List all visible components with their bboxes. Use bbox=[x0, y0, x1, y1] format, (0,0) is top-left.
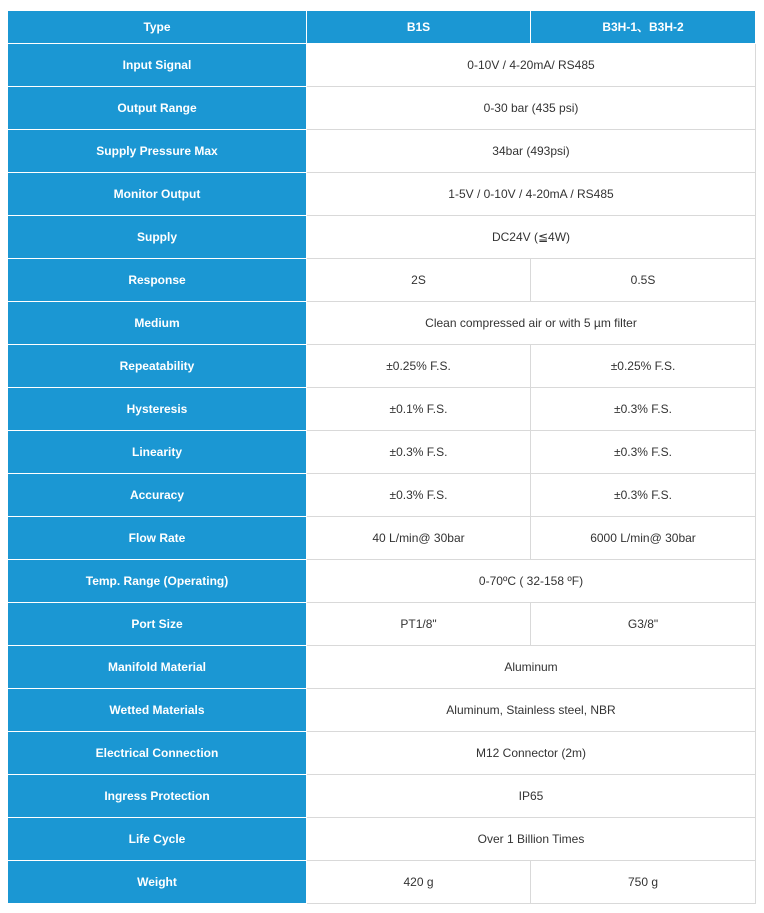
row-wetted-materials bbox=[8, 689, 756, 732]
row-linearity bbox=[8, 431, 756, 474]
row-value-b3h: ±0.25% F.S. bbox=[531, 345, 756, 388]
header-b3h: B3H-1、B3H-2 bbox=[531, 11, 756, 44]
row-label: Ingress Protection bbox=[8, 775, 307, 818]
row-label: Weight bbox=[8, 861, 307, 904]
row-label: Accuracy bbox=[8, 474, 307, 517]
row-label: Life Cycle bbox=[8, 818, 307, 861]
row-value: IP65 bbox=[307, 775, 756, 818]
row-value: Aluminum bbox=[307, 646, 756, 689]
row-value-b3h: G3/8" bbox=[531, 603, 756, 646]
row-value: 1-5V / 0-10V / 4-20mA / RS485 bbox=[307, 173, 756, 216]
row-label: Linearity bbox=[8, 431, 307, 474]
spec-table bbox=[7, 10, 756, 904]
row-value-b3h: ±0.3% F.S. bbox=[531, 388, 756, 431]
row-value-b3h: ±0.3% F.S. bbox=[531, 431, 756, 474]
row-supply-pressure-max bbox=[8, 130, 756, 173]
row-value-b1s: 40 L/min@ 30bar bbox=[307, 517, 531, 560]
row-value: Over 1 Billion Times bbox=[307, 818, 756, 861]
row-value-b1s: 2S bbox=[307, 259, 531, 302]
row-output-range bbox=[8, 87, 756, 130]
header-row bbox=[8, 11, 756, 44]
row-value: Aluminum, Stainless steel, NBR bbox=[307, 689, 756, 732]
row-label: Output Range bbox=[8, 87, 307, 130]
row-ingress-protection bbox=[8, 775, 756, 818]
row-hysteresis bbox=[8, 388, 756, 431]
row-supply bbox=[8, 216, 756, 259]
row-label: Port Size bbox=[8, 603, 307, 646]
row-value: 0-70ºC ( 32-158 ºF) bbox=[307, 560, 756, 603]
row-label: Repeatability bbox=[8, 345, 307, 388]
row-value: 34bar (493psi) bbox=[307, 130, 756, 173]
row-value: DC24V (≦4W) bbox=[307, 216, 756, 259]
row-value-b1s: 420 g bbox=[307, 861, 531, 904]
row-label: Flow Rate bbox=[8, 517, 307, 560]
header-type: Type bbox=[8, 11, 307, 44]
row-value: Clean compressed air or with 5 µm filter bbox=[307, 302, 756, 345]
row-value-b3h: 0.5S bbox=[531, 259, 756, 302]
row-label: Temp. Range (Operating) bbox=[8, 560, 307, 603]
row-manifold-material bbox=[8, 646, 756, 689]
row-value-b1s: ±0.3% F.S. bbox=[307, 431, 531, 474]
row-label: Medium bbox=[8, 302, 307, 345]
row-label: Hysteresis bbox=[8, 388, 307, 431]
row-repeatability bbox=[8, 345, 756, 388]
row-label: Electrical Connection bbox=[8, 732, 307, 775]
row-value: M12 Connector (2m) bbox=[307, 732, 756, 775]
row-label: Monitor Output bbox=[8, 173, 307, 216]
row-value-b1s: ±0.25% F.S. bbox=[307, 345, 531, 388]
row-value-b1s: PT1/8" bbox=[307, 603, 531, 646]
row-flow-rate bbox=[8, 517, 756, 560]
header-b1s: B1S bbox=[307, 11, 531, 44]
row-value-b3h: ±0.3% F.S. bbox=[531, 474, 756, 517]
row-label: Response bbox=[8, 259, 307, 302]
row-medium bbox=[8, 302, 756, 345]
row-life-cycle bbox=[8, 818, 756, 861]
row-monitor-output bbox=[8, 173, 756, 216]
row-label: Wetted Materials bbox=[8, 689, 307, 732]
row-value-b3h: 6000 L/min@ 30bar bbox=[531, 517, 756, 560]
row-value: 0-30 bar (435 psi) bbox=[307, 87, 756, 130]
row-label: Manifold Material bbox=[8, 646, 307, 689]
row-response bbox=[8, 259, 756, 302]
row-value-b3h: 750 g bbox=[531, 861, 756, 904]
row-label: Supply bbox=[8, 216, 307, 259]
row-label: Input Signal bbox=[8, 44, 307, 87]
row-input-signal bbox=[8, 44, 756, 87]
row-label: Supply Pressure Max bbox=[8, 130, 307, 173]
row-value: 0-10V / 4-20mA/ RS485 bbox=[307, 44, 756, 87]
row-temp-range bbox=[8, 560, 756, 603]
row-value-b1s: ±0.3% F.S. bbox=[307, 474, 531, 517]
row-port-size bbox=[8, 603, 756, 646]
row-weight bbox=[8, 861, 756, 904]
row-electrical-connection bbox=[8, 732, 756, 775]
row-value-b1s: ±0.1% F.S. bbox=[307, 388, 531, 431]
row-accuracy bbox=[8, 474, 756, 517]
